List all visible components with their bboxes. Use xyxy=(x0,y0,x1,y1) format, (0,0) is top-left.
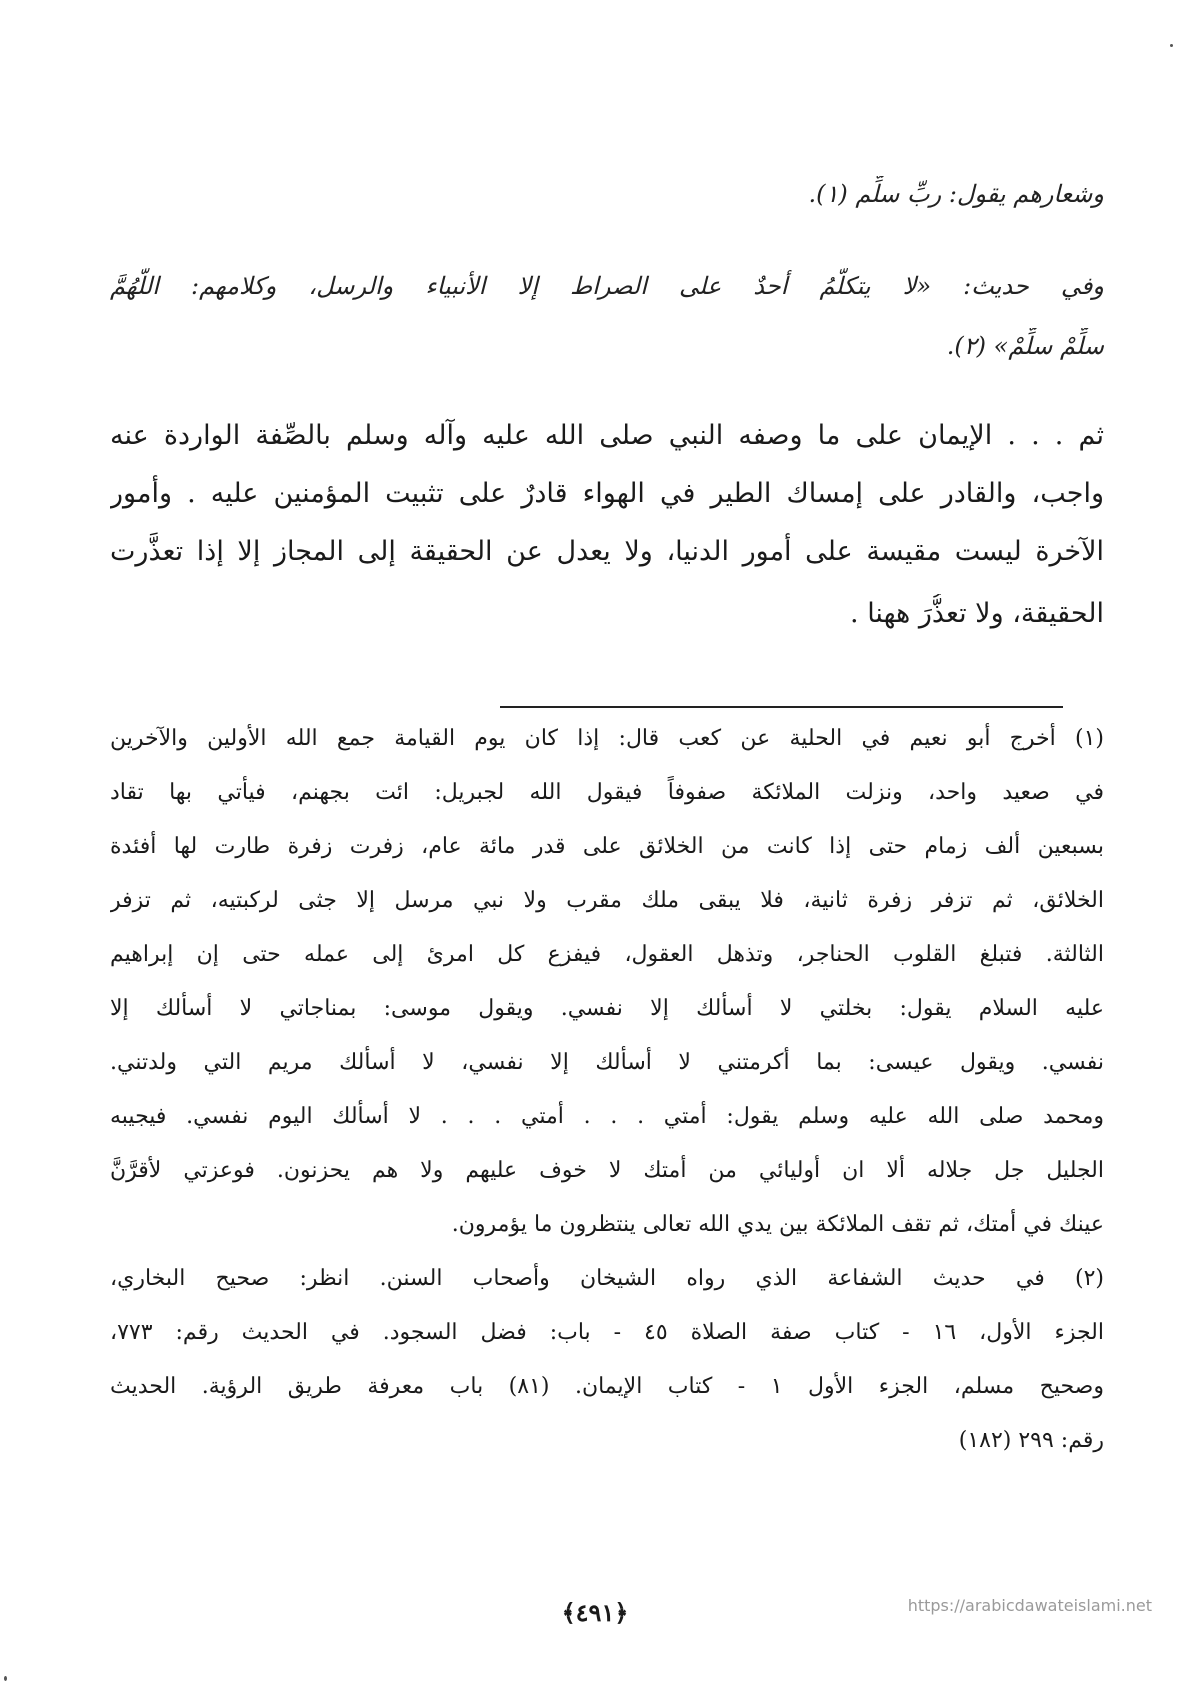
footnote-line-7: نفسي. ويقول عيسى: بما أكرمتني لا أسألك إلا نفسي، لا أسألك مريم التي ولدتني. xyxy=(110,1050,1104,1075)
footnote-line-3: بسبعين ألف زمام حتى إذا كانت من الخلائق على قدر مائة عام، زفرت زفرة طارت لها أفئدة xyxy=(110,834,1104,859)
body-line-3: الآخرة ليست مقيسة على أمور الدنيا، ولا يعدل عن الحقيقة إلى المجاز إلا إذا تعذَّرت xyxy=(110,536,1104,567)
page-number: ﴿٤٩١﴾ xyxy=(561,1598,629,1627)
footnote-line-14: رقم: ٢٩٩ (١٨٢) xyxy=(958,1428,1104,1453)
handwritten-line-3: سلِّمْ سلِّمْ» (٢). xyxy=(946,332,1104,360)
footnote-line-2: في صعيد واحد، ونزلت الملائكة صفوفاً فيقول الله لجبريل: ائت بجهنم، فيأتي بها تقاد xyxy=(110,780,1104,805)
footnote-line-8: ومحمد صلى الله عليه وسلم يقول: أمتي . . . أمتي . . . لا أسألك اليوم نفسي. فيجيبه xyxy=(110,1104,1104,1129)
watermark-url: https://arabicdawateislami.net xyxy=(907,1596,1152,1615)
footnote-line-1: (١) أخرج أبو نعيم في الحلية عن كعب قال: إذا كان يوم القيامة جمع الله الأولين والآخرين xyxy=(110,726,1104,751)
body-line-2: واجب، والقادر على إمساك الطير في الهواء قادرٌ على تثبيت المؤمنين عليه . وأمور xyxy=(110,478,1104,509)
footnote-line-4: الخلائق، ثم تزفر زفرة ثانية، فلا يبقى ملك مقرب ولا نبي مرسل إلا جثى لركبتيه، ثم تزفر xyxy=(110,888,1104,913)
footnote-line-13: وصحيح مسلم، الجزء الأول ١ - كتاب الإيمان. (٨١) باب معرفة طريق الرؤية. الحديث xyxy=(110,1374,1104,1399)
handwritten-line-2: وفي حديث: «لا يتكلَّمُ أحدٌ على الصراط إلا الأنبياء والرسل، وكلامهم: اللَّهُمَّ xyxy=(110,272,1104,300)
footnote-line-5: الثالثة. فتبلغ القلوب الحناجر، وتذهل العقول، فيفزع كل امرئ إلى عمله حتى إن إبراهيم xyxy=(110,942,1104,967)
footnote-line-10: عينك في أمتك، ثم تقف الملائكة بين يدي الله تعالى ينتظرون ما يؤمرون. xyxy=(451,1212,1104,1237)
scan-speck xyxy=(1170,44,1173,47)
footnote-separator xyxy=(500,706,1063,708)
footnote-line-11: (٢) في حديث الشفاعة الذي رواه الشيخان وأصحاب السنن. انظر: صحيح البخاري، xyxy=(110,1266,1104,1291)
handwritten-line-1: وشعارهم يقول: ربِّ سلِّم (١). xyxy=(808,180,1104,208)
footnote-line-12: الجزء الأول، ١٦ - كتاب صفة الصلاة ٤٥ - باب: فضل السجود. في الحديث رقم: ٧٧٣، xyxy=(110,1320,1104,1345)
scan-speck xyxy=(4,1676,7,1681)
footnote-line-9: الجليل جل جلاله ألا ان أوليائي من أمتك لا خوف عليهم ولا هم يحزنون. فوعزتي لأقرَّنَّ xyxy=(110,1158,1104,1183)
footnote-line-6: عليه السلام يقول: بخلتي لا أسألك إلا نفسي. ويقول موسى: بمناجاتي لا أسألك إلا xyxy=(110,996,1104,1021)
body-line-1: ثم . . . الإيمان على ما وصفه النبي صلى الله عليه وآله وسلم بالصِّفة الواردة عنه xyxy=(110,420,1104,451)
body-line-4: الحقيقة، ولا تعذُّرَ ههنا . xyxy=(850,598,1104,629)
